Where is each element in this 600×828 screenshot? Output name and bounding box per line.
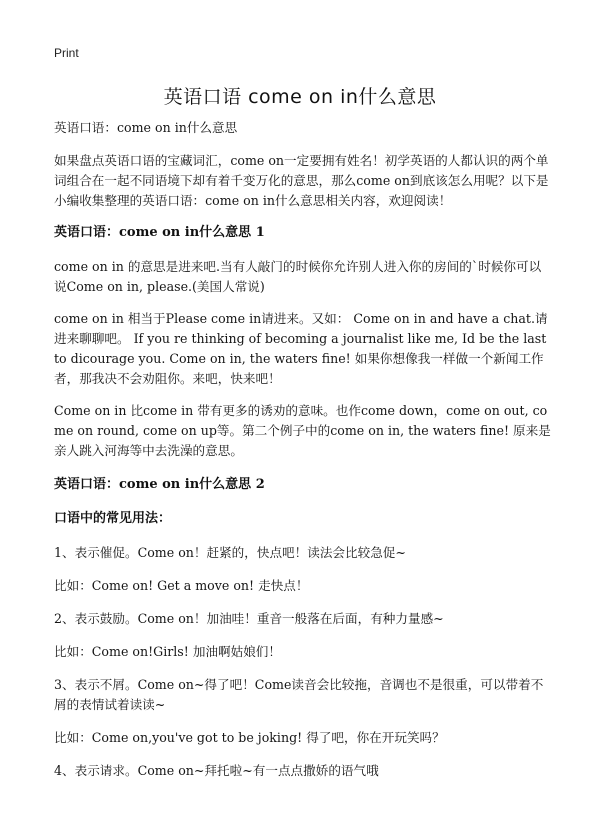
usage-item-4: 4、表示请求。Come on~拜托啦~有一点点撒娇的语气哦 xyxy=(54,763,379,778)
usage-example-3: 比如：Come on,you've got to be joking! 得了吧，你在开玩笑吗？ xyxy=(54,730,445,745)
section1-paragraph-3: Come on in 比come in 带有更多的诱劝的意味。也作come down，come on out, come on round, come on up等。第二个例子中的come on in, the waters fine! 原来是亲人跳入河海等中去洗澡的意思。 xyxy=(54,403,551,458)
section-heading-2: 英语口语：come on in什么意思 2 xyxy=(54,477,265,492)
section1-paragraph-1: come on in 的意思是进来吧.当有人敲门的时候你允许别人进入你的房间的`时候你可以说Come on in, please.(美国人常说) xyxy=(54,259,542,294)
section-heading-1: 英语口语：come on in什么意思 1 xyxy=(54,225,265,240)
intro-paragraph: 如果盘点英语口语的宝藏词汇，come on一定要拥有姓名！初学英语的人都认识的两个单词组合在一起不同语境下却有着千变万化的意思，那么come on到底该怎么用呢？以下是小编收集整理的英语口语：come on in什么意思相关内容，欢迎阅读！ xyxy=(54,153,549,208)
print-link[interactable]: Print xyxy=(54,46,79,60)
usage-example-1: 比如：Come on! Get a move on! 走快点！ xyxy=(54,578,309,593)
usage-example-2: 比如：Come on!Girls! 加油啊姑娘们！ xyxy=(54,644,281,659)
usage-item-1: 1、表示催促。Come on！赶紧的，快点吧！读法会比较急促~ xyxy=(54,545,406,560)
usage-heading: 口语中的常见用法： xyxy=(54,511,172,526)
article-body xyxy=(54,118,552,781)
subtitle: 英语口语：come on in什么意思 xyxy=(54,120,238,135)
page-title: 英语口语 come on in什么意思 xyxy=(163,86,437,108)
section1-paragraph-2: come on in 相当于Please come in请进来。又如： Come on in and have a chat.请进来聊聊吧。 If you re thinking of becoming a journalist like me, Id be the last to dicourage you. Come on in, the waters fine! 如果你想像我一样做一个新闻工作者，那我决不会劝阻你。来吧，快来吧！ xyxy=(54,311,548,386)
usage-item-3: 3、表示不屑。Come on~得了吧！Come读音会比较拖，音调也不是很重，可以带着不屑的表情试着读读~ xyxy=(54,677,544,712)
usage-item-2: 2、表示鼓励。Come on！加油哇！重音一般落在后面，有种力量感~ xyxy=(54,611,444,626)
